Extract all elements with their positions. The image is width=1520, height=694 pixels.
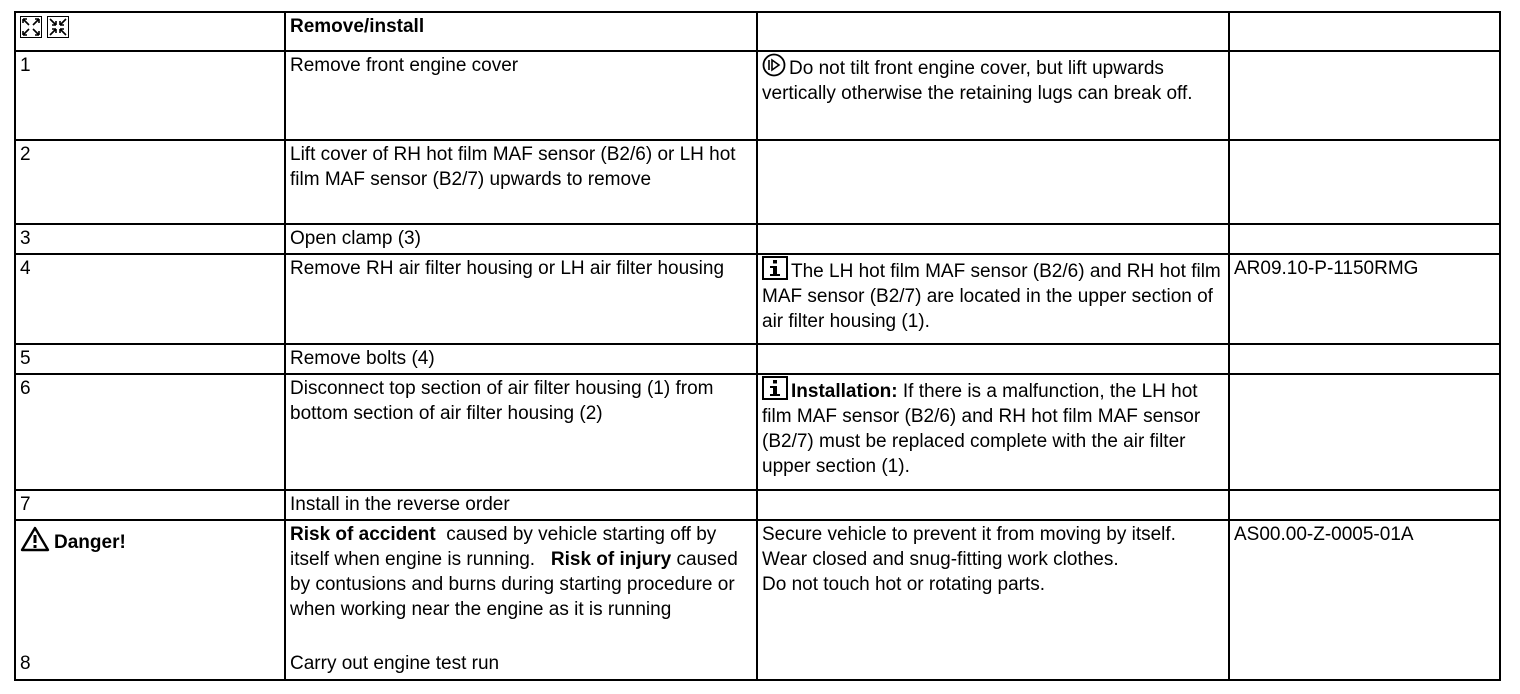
info-icon [762, 256, 788, 280]
header-icons-cell [15, 12, 285, 51]
collapse-icon[interactable] [47, 16, 69, 38]
step-number: 8 [20, 653, 31, 674]
table-row [15, 51, 1500, 140]
measure-item: Secure vehicle to prevent it from moving by itself. [762, 524, 1176, 545]
risk-accident-text: caused by vehicle starting off by itself when engine is running. [290, 524, 717, 570]
risk-injury-text: caused by contusions and burns during starting procedure or when working near the engine as it is running [290, 549, 738, 620]
danger-risk-cell [285, 520, 757, 680]
danger-reference[interactable]: AS00.00-Z-0005-01A [1229, 520, 1500, 680]
table-row [15, 224, 1500, 254]
risk-injury-label: Risk of injury [550, 549, 672, 570]
measure-item: Wear closed and snug-fitting work clothes. [762, 549, 1119, 570]
step-reference [1229, 51, 1500, 140]
step-action: Remove RH air filter housing or LH air filter housing [285, 254, 757, 344]
step-action: Lift cover of RH hot film MAF sensor (B2/6) or LH hot film MAF sensor (B2/7) upwards to remove [285, 140, 757, 224]
note-text: The LH hot film MAF sensor (B2/6) and RH hot film MAF sensor (B2/7) are located in the upper section of air filter housing (1). [762, 261, 1221, 332]
table-row [15, 254, 1500, 344]
step-note [757, 374, 1229, 490]
step-reference [1229, 490, 1500, 520]
step-number: 1 [15, 51, 285, 140]
step-number: 5 [15, 344, 285, 374]
table-row [15, 490, 1500, 520]
step-action: Open clamp (3) [285, 224, 757, 254]
header-empty-cell [1229, 12, 1500, 51]
step-note [757, 224, 1229, 254]
step-number: 2 [15, 140, 285, 224]
step-action: Disconnect top section of air filter housing (1) from bottom section of air filter housing (2) [285, 374, 757, 490]
table-row [15, 140, 1500, 224]
step-action: Install in the reverse order [285, 490, 757, 520]
step-reference [1229, 374, 1500, 490]
danger-label-cell [15, 520, 285, 680]
header-row [15, 12, 1500, 51]
table-row [15, 344, 1500, 374]
step-note [757, 254, 1229, 344]
header-title: Remove/install [285, 12, 757, 51]
measure-item: Do not touch hot or rotating parts. [762, 574, 1046, 595]
expand-icon[interactable] [20, 16, 42, 38]
step-reference[interactable]: AR09.10-P-1150RMG [1229, 254, 1500, 344]
step-note [757, 490, 1229, 520]
step-number: 3 [15, 224, 285, 254]
step-reference [1229, 140, 1500, 224]
risk-accident-label: Risk of accident [290, 524, 436, 545]
danger-row [15, 520, 1500, 680]
step-note [757, 51, 1229, 140]
header-empty-cell [757, 12, 1229, 51]
info-icon [762, 376, 788, 400]
step-reference [1229, 344, 1500, 374]
note-text: Do not tilt front engine cover, but lift upwards vertically otherwise the retaining lugs can break off. [762, 58, 1193, 104]
step-action: Remove front engine cover [285, 51, 757, 140]
warning-triangle-icon [20, 526, 50, 552]
step-note [757, 344, 1229, 374]
arrow-circle-icon [762, 53, 786, 77]
step-action: Carry out engine test run [290, 653, 500, 674]
step-reference [1229, 224, 1500, 254]
note-text: If there is a malfunction, the LH hot film MAF sensor (B2/6) and RH hot film MAF sensor (B2/7) must be replaced complete with the air filter upper section (1). [762, 381, 1201, 477]
procedure-table [14, 11, 1501, 681]
step-number: 4 [15, 254, 285, 344]
step-note [757, 140, 1229, 224]
table-row [15, 374, 1500, 490]
step-action: Remove bolts (4) [285, 344, 757, 374]
danger-measures-cell [757, 520, 1229, 680]
danger-label: Danger! [54, 532, 126, 553]
step-number: 7 [15, 490, 285, 520]
note-bold-label: Installation: [791, 381, 898, 402]
step-number: 6 [15, 374, 285, 490]
